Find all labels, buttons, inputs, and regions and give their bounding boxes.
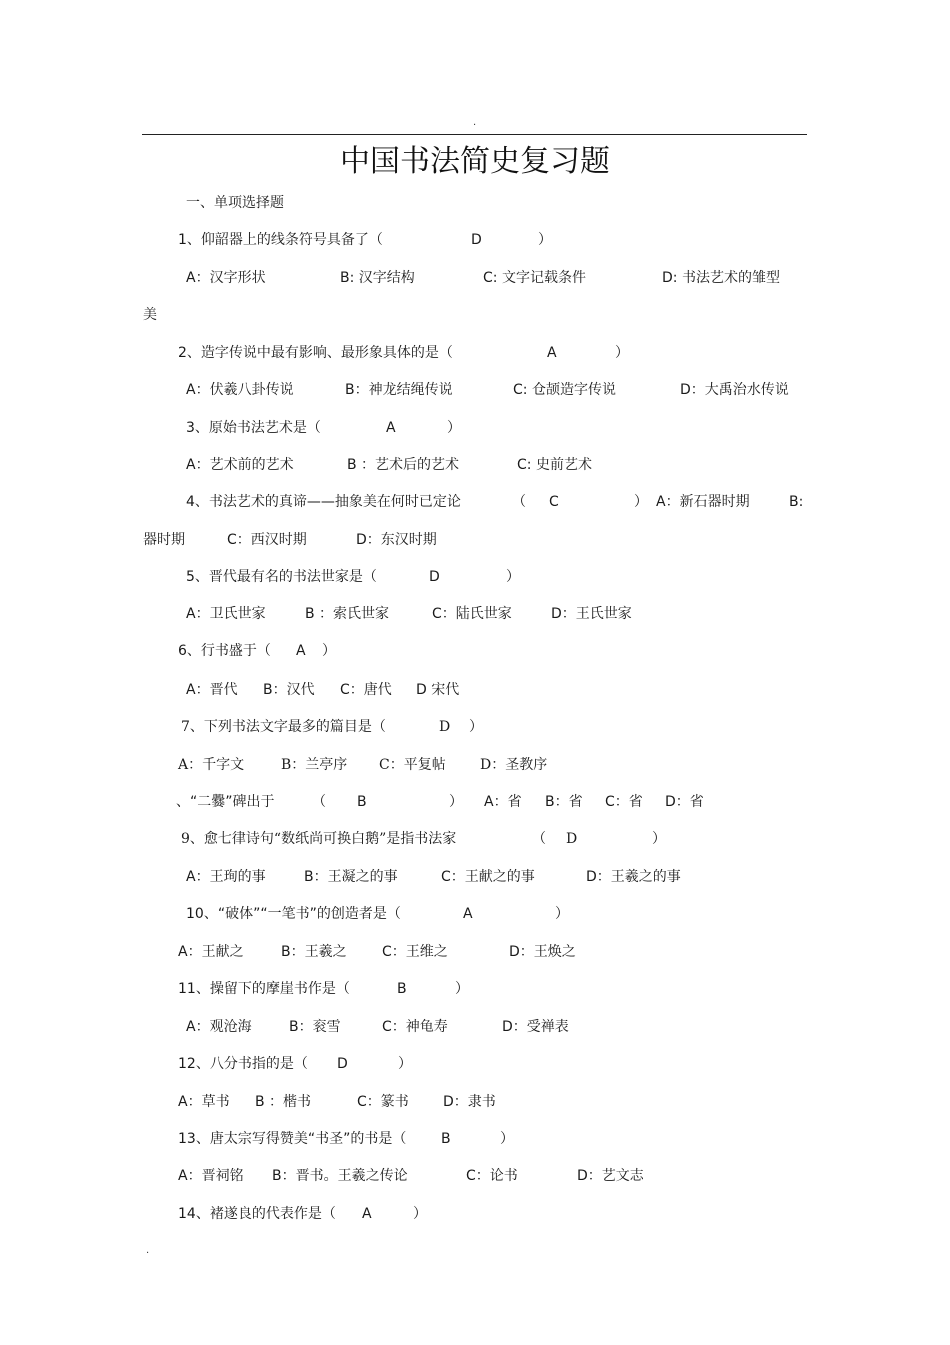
option-a: A：卫氏世家 [186, 606, 266, 622]
close-paren: ） [500, 1131, 514, 1147]
option-a: A：观沧海 [186, 1019, 252, 1035]
question-13 [0, 1128, 950, 1150]
answer: A [362, 1206, 372, 1222]
option-a: A：伏羲八卦传说 [186, 382, 294, 398]
option-b: B：衮雪 [289, 1019, 341, 1035]
question-10 [0, 903, 950, 925]
page-title: 中国书法简史复习题 [340, 144, 610, 179]
answer: B [441, 1131, 451, 1147]
option-c: C：论书 [466, 1168, 518, 1184]
header-rule [142, 134, 807, 135]
options-10 [0, 941, 950, 963]
question-stem: 、“二爨”碑出于 [176, 794, 275, 810]
options-6 [0, 679, 950, 701]
options-3 [0, 454, 950, 476]
question-stem: 12、八分书指的是（ [178, 1056, 308, 1072]
close-paren: ） [615, 345, 629, 361]
option-d: D：隶书 [443, 1094, 496, 1110]
question-11 [0, 978, 950, 1000]
question-stem: 1、仰韶器上的线条符号具备了（ [178, 232, 383, 248]
option-c: C：唐代 [340, 682, 392, 698]
answer: A [463, 906, 473, 922]
option-b: B：晋书。王羲之传论 [272, 1168, 408, 1184]
close-paren: ） [449, 794, 463, 810]
option-b: B ：楷书 [255, 1094, 312, 1110]
answer: B [397, 981, 407, 997]
option-d: D：东汉时期 [356, 532, 437, 548]
section-label: 一、单项选择题 [186, 195, 284, 211]
answer: D [439, 719, 451, 735]
question-stem: 9、愈七律诗句“数纸尚可换白鹅”是指书法家 [181, 831, 457, 847]
option-d: D：圣教序 [480, 757, 548, 773]
option-c: C：平复帖 [379, 757, 446, 773]
question-stem: 5、晋代最有名的书法世家是（ [186, 569, 377, 585]
option-c: C：省 [605, 794, 643, 810]
question-4 [0, 491, 950, 513]
answer: C [549, 494, 559, 510]
option-d: D：王羲之的事 [586, 869, 681, 885]
option-a: A：王珣的事 [186, 869, 266, 885]
close-paren: ） [555, 906, 569, 922]
close-paren: ） [652, 831, 666, 847]
option-c: C：神龟寿 [382, 1019, 448, 1035]
question-stem: 14、褚遂良的代表作是（ [178, 1206, 336, 1222]
options-1 [0, 267, 950, 289]
option-a: A：艺术前的艺术 [186, 457, 294, 473]
close-paren: ） [455, 981, 469, 997]
close-paren: ） [398, 1056, 412, 1072]
option-a: A：汉字形状 [186, 270, 266, 286]
option-a: A：千字文 [178, 757, 245, 773]
options-4 [0, 529, 950, 551]
close-paren: ） [469, 719, 483, 735]
question-stem: 2、造字传说中最有影响、最形象具体的是（ [178, 345, 453, 361]
question-12 [0, 1053, 950, 1075]
option-c: C：篆书 [357, 1094, 409, 1110]
answer: A [386, 420, 396, 436]
question-6 [0, 640, 950, 662]
options-7 [0, 754, 950, 776]
question-2 [0, 342, 950, 364]
options-2 [0, 379, 950, 401]
option-d: D：省 [665, 794, 704, 810]
option-b: B: [789, 494, 804, 510]
option-a: A：王献之 [178, 944, 244, 960]
answer: D [471, 232, 482, 248]
option-c: C：西汉时期 [227, 532, 307, 548]
question-1 [0, 229, 950, 251]
option-b: B: 汉字结构 [340, 270, 415, 286]
close-paren: ） [413, 1206, 427, 1222]
answer: B [357, 794, 367, 810]
close-paren: ） [322, 643, 336, 659]
answer: D [566, 831, 578, 847]
option-c: C: 仓颉造字传说 [513, 382, 616, 398]
option-b: B ：艺术后的艺术 [347, 457, 460, 473]
option-b: B：汉代 [263, 682, 315, 698]
close-paren: ） [634, 494, 648, 510]
close-paren: ） [447, 420, 461, 436]
option-a: A：省 [484, 794, 522, 810]
option-b: B ：索氏世家 [305, 606, 390, 622]
question-stem: 13、唐太宗写得赞美“书圣”的书是（ [178, 1131, 407, 1147]
option-a: A：新石器时期 [656, 494, 750, 510]
option-c: C: 文字记载条件 [483, 270, 586, 286]
question-14 [0, 1203, 950, 1225]
options-11 [0, 1016, 950, 1038]
option-b: B：王羲之 [281, 944, 347, 960]
option-continuation: 美 [143, 307, 157, 323]
option-continuation: 器时期 [143, 532, 185, 548]
open-paren: （ [512, 494, 526, 510]
header-dot: . [473, 117, 477, 128]
answer: D [429, 569, 440, 585]
question-9 [0, 828, 950, 850]
option-c: C: 史前艺术 [517, 457, 592, 473]
option-b: B：兰亭序 [281, 757, 348, 773]
section-heading [0, 192, 950, 214]
option-d: D：王氏世家 [551, 606, 632, 622]
option-a: A：草书 [178, 1094, 230, 1110]
question-stem: 3、原始书法艺术是（ [186, 420, 321, 436]
option-d: D：王焕之 [509, 944, 576, 960]
open-paren: （ [532, 831, 546, 847]
options-12 [0, 1091, 950, 1113]
option-c: C：王献之的事 [441, 869, 535, 885]
answer: D [337, 1056, 348, 1072]
options-5 [0, 603, 950, 625]
option-d: D: 书法艺术的雏型 [662, 270, 780, 286]
question-stem: 10、“破体”“一笔书”的创造者是（ [186, 906, 401, 922]
option-d: D 宋代 [416, 682, 460, 698]
option-a: A：晋代 [186, 682, 238, 698]
close-paren: ） [538, 232, 552, 248]
question-5 [0, 566, 950, 588]
question-stem: 7、下列书法文字最多的篇目是（ [181, 719, 386, 735]
option-d: D：大禹治水传说 [680, 382, 789, 398]
option-c: C：王维之 [382, 944, 448, 960]
question-7 [0, 716, 950, 738]
answer: A [547, 345, 557, 361]
question-stem: 6、行书盛于（ [178, 643, 271, 659]
options-13 [0, 1165, 950, 1187]
option-a: A：晋祠铭 [178, 1168, 244, 1184]
question-8 [0, 791, 950, 813]
option-b: B：王凝之的事 [304, 869, 398, 885]
option-b: B：省 [545, 794, 583, 810]
question-stem: 4、书法艺术的真谛——抽象美在何时已定论 [186, 494, 461, 510]
answer: A [296, 643, 306, 659]
close-paren: ） [506, 569, 520, 585]
question-3 [0, 417, 950, 439]
option-b: B：神龙结绳传说 [345, 382, 453, 398]
option-d: D：受禅表 [502, 1019, 569, 1035]
open-paren: （ [312, 794, 326, 810]
option-c: C：陆氏世家 [432, 606, 512, 622]
question-stem: 11、操留下的摩崖书作是（ [178, 981, 350, 997]
option-d: D：艺文志 [577, 1168, 644, 1184]
options-9 [0, 866, 950, 888]
footer-dot: . [146, 1245, 150, 1256]
options-1-cont [0, 304, 950, 326]
